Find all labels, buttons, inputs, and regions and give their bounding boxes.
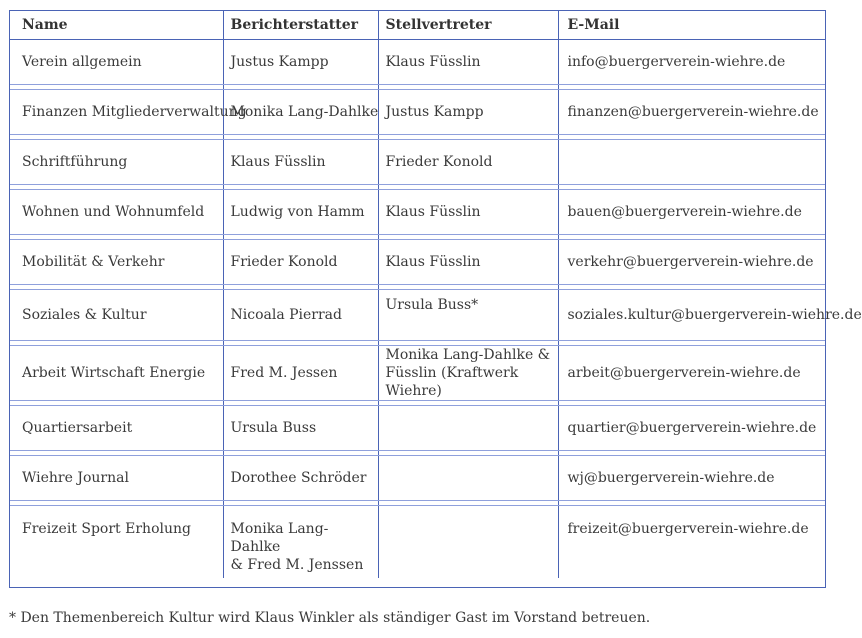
header-berichterstatter: Berichterstatter	[223, 11, 378, 40]
cell-stellvertreter: Ursula Buss*	[378, 290, 558, 341]
cell-berichterstatter: Dorothee Schröder	[223, 456, 378, 501]
cell-name: Mobilität & Verkehr	[10, 240, 223, 285]
header-stellvertreter: Stellvertreter	[378, 11, 558, 40]
cell-stellvertreter	[378, 456, 558, 501]
cell-email	[558, 140, 825, 185]
cell-berichterstatter: Frieder Konold	[223, 240, 378, 285]
cell-line: Füsslin (Kraftwerk Wiehre)	[385, 365, 519, 399]
cell-name: Verein allgemein	[10, 40, 223, 85]
cell-email[interactable]: bauen@buergerverein-wiehre.de	[558, 190, 825, 235]
cell-berichterstatter: Justus Kampp	[223, 40, 378, 85]
table-row	[10, 90, 825, 135]
cell-stellvertreter	[378, 346, 558, 401]
footnote: * Den Themenbereich Kultur wird Klaus Winkler als ständiger Gast im Vorstand betreuen.	[9, 610, 651, 626]
cell-email[interactable]: wj@buergerverein-wiehre.de	[558, 456, 825, 501]
cell-line: & Fred M. Jenssen	[230, 557, 364, 573]
table-row	[10, 506, 825, 579]
cell-name: Wohnen und Wohnumfeld	[10, 190, 223, 235]
cell-email[interactable]: finanzen@buergerverein-wiehre.de	[558, 90, 825, 135]
cell-stellvertreter: Klaus Füsslin	[378, 40, 558, 85]
committee-table	[10, 11, 862, 578]
cell-line: Monika Lang-Dahlke &	[385, 347, 551, 363]
cell-name: Soziales & Kultur	[10, 290, 223, 341]
cell-stellvertreter: Justus Kampp	[378, 90, 558, 135]
table-row	[10, 456, 825, 501]
cell-name: Freizeit Sport Erholung	[22, 521, 191, 537]
cell-stellvertreter	[378, 406, 558, 451]
cell-name: Arbeit Wirtschaft Energie	[10, 346, 223, 401]
cell-berichterstatter: Nicoala Pierrad	[223, 290, 378, 341]
cell-berichterstatter: Klaus Füsslin	[223, 140, 378, 185]
header-email: E-Mail	[558, 11, 825, 40]
cell-berichterstatter: Fred M. Jessen	[223, 346, 378, 401]
header-name: Name	[10, 11, 223, 40]
cell-stellvertreter: Frieder Konold	[378, 140, 558, 185]
table-row	[10, 406, 825, 451]
cell-email[interactable]: arbeit@buergerverein-wiehre.de	[558, 346, 825, 401]
cell-email[interactable]: info@buergerverein-wiehre.de	[558, 40, 825, 85]
table-row	[10, 140, 825, 185]
table-row	[10, 290, 825, 341]
table-row	[10, 40, 825, 85]
table-row	[10, 240, 825, 285]
cell-berichterstatter: Ludwig von Hamm	[223, 190, 378, 235]
cell-berichterstatter	[223, 506, 378, 579]
cell-stellvertreter: Klaus Füsslin	[378, 190, 558, 235]
cell-name: Schriftführung	[10, 140, 223, 185]
cell-line: Monika Lang-Dahlke	[230, 521, 329, 555]
table-row	[10, 346, 825, 401]
cell-name: Quartiersarbeit	[10, 406, 223, 451]
cell-email[interactable]: verkehr@buergerverein-wiehre.de	[558, 240, 825, 285]
cell-name: Wiehre Journal	[10, 456, 223, 501]
cell-berichterstatter: Monika Lang-Dahlke	[223, 90, 378, 135]
cell-email[interactable]: soziales.kultur@buergerverein-wiehre.de	[558, 290, 825, 341]
table-row	[10, 190, 825, 235]
cell-email[interactable]: quartier@buergerverein-wiehre.de	[558, 406, 825, 451]
table-header-row	[10, 11, 825, 40]
cell-email[interactable]: freizeit@buergerverein-wiehre.de	[558, 506, 825, 579]
cell-berichterstatter: Ursula Buss	[223, 406, 378, 451]
committee-table-frame	[9, 10, 862, 588]
cell-name: Finanzen Mitgliederverwaltung	[10, 90, 223, 135]
cell-stellvertreter: Klaus Füsslin	[378, 240, 558, 285]
cell-stellvertreter	[378, 506, 558, 579]
